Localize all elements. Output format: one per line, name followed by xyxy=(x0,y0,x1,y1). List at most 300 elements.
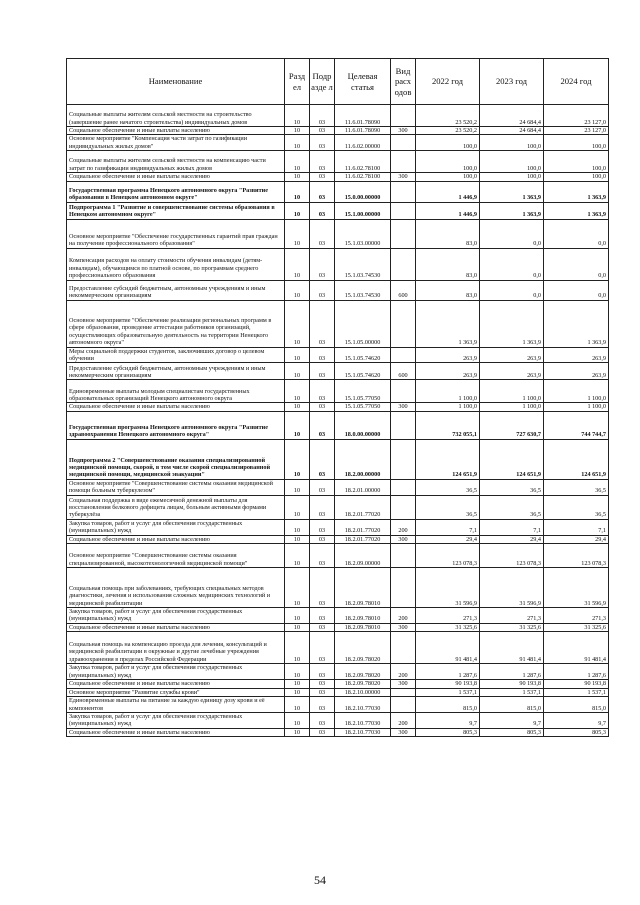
row-2023: 36,5 xyxy=(480,495,544,519)
row-2022: 815,0 xyxy=(416,696,480,712)
row-vid xyxy=(391,151,416,173)
table-row xyxy=(67,632,609,664)
row-2024: 100,0 xyxy=(544,135,609,151)
row-vid xyxy=(391,380,416,403)
row-2023: 805,3 xyxy=(480,728,544,736)
row-statya: 15.0.00.00000 xyxy=(335,181,391,202)
row-name: Социальная помощь на компенсацию проезда для лечения, консультаций и медицинской реабилитации в окружные и другие лечебные учреждения здравоохранения в пределах Российской Федерации xyxy=(67,632,285,664)
table-row xyxy=(67,380,609,403)
row-vid xyxy=(391,632,416,664)
row-podrazdel: 03 xyxy=(310,479,335,495)
row-podrazdel: 03 xyxy=(310,728,335,736)
row-razdel: 10 xyxy=(285,568,310,608)
row-statya: 11.6.02.78100 xyxy=(335,151,391,173)
row-2022: 1 100,0 xyxy=(416,403,480,411)
row-vid xyxy=(391,568,416,608)
row-statya: 18.2.09.78020 xyxy=(335,680,391,688)
col-header-razdel: Разд ел xyxy=(285,59,310,105)
row-2023: 36,5 xyxy=(480,479,544,495)
row-2023: 7,1 xyxy=(480,519,544,535)
row-2024: 1 100,0 xyxy=(544,403,609,411)
row-2024: 29,4 xyxy=(544,535,609,543)
row-vid: 300 xyxy=(391,728,416,736)
row-razdel: 10 xyxy=(285,519,310,535)
row-2022: 805,3 xyxy=(416,728,480,736)
row-name: Социальное обеспечение и иные выплаты населению xyxy=(67,173,285,181)
row-statya: 18.2.09.78020 xyxy=(335,632,391,664)
table-row xyxy=(67,151,609,173)
row-name: Предоставление субсидий бюджетным, автономным учреждениям и иным некоммерческим организациям xyxy=(67,363,285,380)
row-2024: 744 744,7 xyxy=(544,411,609,439)
row-podrazdel: 03 xyxy=(310,519,335,535)
row-2024: 36,5 xyxy=(544,495,609,519)
row-2024: 36,5 xyxy=(544,479,609,495)
row-2023: 727 630,7 xyxy=(480,411,544,439)
row-podrazdel: 03 xyxy=(310,535,335,543)
row-vid xyxy=(391,439,416,479)
row-statya: 15.1.00.00000 xyxy=(335,202,391,219)
row-podrazdel: 03 xyxy=(310,280,335,300)
row-2022: 23 520,2 xyxy=(416,105,480,127)
row-2023: 263,9 xyxy=(480,347,544,363)
row-2022: 1 363,9 xyxy=(416,300,480,347)
row-statya: 18.2.09.78020 xyxy=(335,664,391,680)
row-name: Подпрограмма 2 "Совершенствование оказания специализированной медицинской помощи, скорой, в том числе скорой специализированной медицинской помощи, медицинской эвакуации" xyxy=(67,439,285,479)
row-statya: 15.1.03.00000 xyxy=(335,219,391,248)
row-2022: 100,0 xyxy=(416,135,480,151)
row-2024: 91 481,4 xyxy=(544,632,609,664)
row-podrazdel: 03 xyxy=(310,712,335,728)
table-row xyxy=(67,608,609,624)
table-row xyxy=(67,181,609,202)
row-statya: 18.2.10.77030 xyxy=(335,728,391,736)
table-row xyxy=(67,127,609,135)
row-statya: 18.2.09.78010 xyxy=(335,608,391,624)
col-header-vid: Вид расх одов xyxy=(391,59,416,105)
row-vid: 600 xyxy=(391,280,416,300)
row-razdel: 10 xyxy=(285,151,310,173)
row-podrazdel: 03 xyxy=(310,173,335,181)
table-row xyxy=(67,403,609,411)
row-razdel: 10 xyxy=(285,696,310,712)
col-header-statya: Целевая статья xyxy=(335,59,391,105)
row-razdel: 10 xyxy=(285,380,310,403)
row-podrazdel: 03 xyxy=(310,181,335,202)
row-statya: 18.2.09.78010 xyxy=(335,623,391,631)
row-statya: 11.6.01.78090 xyxy=(335,127,391,135)
row-2022: 123 078,3 xyxy=(416,544,480,568)
row-name: Закупка товаров, работ и услуг для обеспечения государственных (муниципальных) нужд xyxy=(67,712,285,728)
row-razdel: 10 xyxy=(285,280,310,300)
row-name: Единовременные выплаты молодым специалистам государственных образовательных организаций Ненецкого автономного округа xyxy=(67,380,285,403)
row-2022: 9,7 xyxy=(416,712,480,728)
row-name: Подпрограмма 1 "Развитие и совершенствование системы образования в Ненецком автономном округе" xyxy=(67,202,285,219)
row-podrazdel: 03 xyxy=(310,347,335,363)
row-vid: 200 xyxy=(391,712,416,728)
row-statya: 18.2.00.00000 xyxy=(335,439,391,479)
row-name: Социальное обеспечение и иные выплаты населению xyxy=(67,623,285,631)
row-vid xyxy=(391,219,416,248)
row-name: Единовременные выплаты на питание за каждую единицу дозу крови и её компонентов xyxy=(67,696,285,712)
table-row xyxy=(67,248,609,280)
row-vid xyxy=(391,300,416,347)
row-2022: 29,4 xyxy=(416,535,480,543)
table-row xyxy=(67,105,609,127)
row-2023: 0,0 xyxy=(480,248,544,280)
row-name: Социальное обеспечение и иные выплаты населению xyxy=(67,728,285,736)
row-2023: 124 651,9 xyxy=(480,439,544,479)
row-name: Социальное обеспечение и иные выплаты населению xyxy=(67,535,285,543)
row-vid: 300 xyxy=(391,623,416,631)
table-row xyxy=(67,439,609,479)
row-2023: 31 325,6 xyxy=(480,623,544,631)
row-name: Государственная программа Ненецкого автономного округа "Развитие здравоохранения Ненецкого автономного округа" xyxy=(67,411,285,439)
table-row xyxy=(67,219,609,248)
table-row xyxy=(67,411,609,439)
row-2023: 1 100,0 xyxy=(480,403,544,411)
row-razdel: 10 xyxy=(285,495,310,519)
row-2022: 31 596,9 xyxy=(416,568,480,608)
row-podrazdel: 03 xyxy=(310,495,335,519)
row-2023: 0,0 xyxy=(480,280,544,300)
row-vid xyxy=(391,347,416,363)
row-2023: 815,0 xyxy=(480,696,544,712)
row-2023: 29,4 xyxy=(480,535,544,543)
row-name: Социальная поддержка в виде ежемесячной денежной выплаты для восстановления белкового дефицита лицам, больным активными формами туберкулёза xyxy=(67,495,285,519)
row-2022: 1 537,1 xyxy=(416,688,480,696)
row-statya: 15.1.05.00000 xyxy=(335,300,391,347)
row-podrazdel: 03 xyxy=(310,608,335,624)
row-razdel: 10 xyxy=(285,219,310,248)
row-2024: 1 363,9 xyxy=(544,181,609,202)
row-2022: 7,1 xyxy=(416,519,480,535)
row-statya: 11.6.02.00000 xyxy=(335,135,391,151)
row-podrazdel: 03 xyxy=(310,623,335,631)
table-row xyxy=(67,568,609,608)
row-name: Закупка товаров, работ и услуг для обеспечения государственных (муниципальных) нужд xyxy=(67,664,285,680)
row-statya: 15.1.03.74530 xyxy=(335,248,391,280)
row-statya: 18.2.10.77030 xyxy=(335,696,391,712)
row-2024: 100,0 xyxy=(544,151,609,173)
row-vid: 300 xyxy=(391,127,416,135)
row-podrazdel: 03 xyxy=(310,680,335,688)
row-2023: 1 363,9 xyxy=(480,181,544,202)
row-2024: 263,9 xyxy=(544,363,609,380)
table-row xyxy=(67,300,609,347)
row-razdel: 10 xyxy=(285,728,310,736)
table-row xyxy=(67,728,609,736)
row-podrazdel: 03 xyxy=(310,105,335,127)
row-vid xyxy=(391,495,416,519)
row-2022: 1 287,6 xyxy=(416,664,480,680)
table-row xyxy=(67,664,609,680)
row-vid: 200 xyxy=(391,608,416,624)
row-2024: 1 100,0 xyxy=(544,380,609,403)
row-2024: 263,9 xyxy=(544,347,609,363)
row-name: Основное мероприятие "Обеспечение реализации региональных программ в сфере образования, проведение аттестации работников организаций, осуществляющих образовательную деятельность на территории Ненецкого автономного округа" xyxy=(67,300,285,347)
row-name: Компенсация расходов на оплату стоимости обучения инвалидам (детям-инвалидам), обучающимся по платной основе, по программам среднего профессионального образования xyxy=(67,248,285,280)
row-2023: 31 596,9 xyxy=(480,568,544,608)
row-razdel: 10 xyxy=(285,127,310,135)
row-2023: 100,0 xyxy=(480,151,544,173)
row-2024: 805,3 xyxy=(544,728,609,736)
row-vid xyxy=(391,181,416,202)
row-vid: 300 xyxy=(391,173,416,181)
row-2023: 123 078,3 xyxy=(480,544,544,568)
row-podrazdel: 03 xyxy=(310,696,335,712)
row-2022: 83,0 xyxy=(416,280,480,300)
row-podrazdel: 03 xyxy=(310,544,335,568)
row-statya: 18.2.01.77020 xyxy=(335,519,391,535)
row-podrazdel: 03 xyxy=(310,688,335,696)
row-razdel: 10 xyxy=(285,248,310,280)
table-row xyxy=(67,347,609,363)
row-2024: 0,0 xyxy=(544,248,609,280)
table-row xyxy=(67,535,609,543)
page-number: 54 xyxy=(314,873,326,887)
row-razdel: 10 xyxy=(285,105,310,127)
row-razdel: 10 xyxy=(285,363,310,380)
table-row xyxy=(67,696,609,712)
row-name: Основное мероприятие "Совершенствование системы оказания специализированной, высокотехнологичной медицинской помощи" xyxy=(67,544,285,568)
row-statya: 15.1.05.74620 xyxy=(335,363,391,380)
row-2022: 90 193,8 xyxy=(416,680,480,688)
row-name: Социальное обеспечение и иные выплаты населению xyxy=(67,680,285,688)
row-podrazdel: 03 xyxy=(310,380,335,403)
row-podrazdel: 03 xyxy=(310,202,335,219)
table-row xyxy=(67,280,609,300)
table-row xyxy=(67,479,609,495)
row-2023: 271,3 xyxy=(480,608,544,624)
row-2024: 1 287,6 xyxy=(544,664,609,680)
row-2022: 31 325,6 xyxy=(416,623,480,631)
row-2022: 1 100,0 xyxy=(416,380,480,403)
row-2023: 91 481,4 xyxy=(480,632,544,664)
row-2022: 100,0 xyxy=(416,173,480,181)
row-vid xyxy=(391,248,416,280)
row-podrazdel: 03 xyxy=(310,403,335,411)
row-podrazdel: 03 xyxy=(310,135,335,151)
row-statya: 18.2.09.78010 xyxy=(335,568,391,608)
row-2022: 732 055,1 xyxy=(416,411,480,439)
row-2022: 263,9 xyxy=(416,347,480,363)
row-vid: 200 xyxy=(391,664,416,680)
col-header-2024: 2024 год xyxy=(544,59,609,105)
row-podrazdel: 03 xyxy=(310,664,335,680)
row-razdel: 10 xyxy=(285,632,310,664)
row-name: Социальные выплаты жителям сельской местности на компенсацию части затрат по газификации индивидуальных жилых домов xyxy=(67,151,285,173)
row-podrazdel: 03 xyxy=(310,219,335,248)
row-razdel: 10 xyxy=(285,608,310,624)
table-row xyxy=(67,173,609,181)
row-vid: 300 xyxy=(391,535,416,543)
row-2022: 271,3 xyxy=(416,608,480,624)
row-statya: 18.2.09.00000 xyxy=(335,544,391,568)
col-header-name: Наименование xyxy=(67,59,285,105)
col-header-podrazdel: Подр азде л xyxy=(310,59,335,105)
row-razdel: 10 xyxy=(285,544,310,568)
row-2024: 23 127,0 xyxy=(544,127,609,135)
row-name: Государственная программа Ненецкого автономного округа "Развитие образования в Ненецком автономном округе" xyxy=(67,181,285,202)
row-2022: 124 651,9 xyxy=(416,439,480,479)
row-razdel: 10 xyxy=(285,135,310,151)
row-2022: 23 520,2 xyxy=(416,127,480,135)
row-vid: 300 xyxy=(391,403,416,411)
row-name: Меры социальной поддержки студентов, заключивших договор о целевом обучении xyxy=(67,347,285,363)
row-podrazdel: 03 xyxy=(310,151,335,173)
row-vid: 600 xyxy=(391,363,416,380)
row-name: Закупка товаров, работ и услуг для обеспечения государственных (муниципальных) нужд xyxy=(67,608,285,624)
row-vid xyxy=(391,135,416,151)
table-row xyxy=(67,544,609,568)
row-statya: 15.1.05.77050 xyxy=(335,403,391,411)
row-statya: 18.0.00.00000 xyxy=(335,411,391,439)
row-razdel: 10 xyxy=(285,300,310,347)
row-statya: 15.1.05.77050 xyxy=(335,380,391,403)
row-vid: 200 xyxy=(391,519,416,535)
row-2024: 0,0 xyxy=(544,219,609,248)
col-header-2022: 2022 год xyxy=(416,59,480,105)
row-name: Социальное обеспечение и иные выплаты населению xyxy=(67,403,285,411)
row-2022: 100,0 xyxy=(416,151,480,173)
row-2022: 91 481,4 xyxy=(416,632,480,664)
row-2023: 263,9 xyxy=(480,363,544,380)
row-2022: 1 446,9 xyxy=(416,181,480,202)
table-row xyxy=(67,202,609,219)
row-vid xyxy=(391,688,416,696)
budget-table xyxy=(66,58,609,737)
row-2023: 1 287,6 xyxy=(480,664,544,680)
row-razdel: 10 xyxy=(285,664,310,680)
row-2023: 1 363,9 xyxy=(480,300,544,347)
row-2024: 31 325,6 xyxy=(544,623,609,631)
row-razdel: 10 xyxy=(285,181,310,202)
row-podrazdel: 03 xyxy=(310,568,335,608)
row-razdel: 10 xyxy=(285,347,310,363)
row-2023: 100,0 xyxy=(480,173,544,181)
row-vid xyxy=(391,202,416,219)
row-2024: 90 193,8 xyxy=(544,680,609,688)
row-2023: 24 684,4 xyxy=(480,105,544,127)
row-2024: 1 537,1 xyxy=(544,688,609,696)
row-podrazdel: 03 xyxy=(310,300,335,347)
row-vid: 300 xyxy=(391,680,416,688)
row-razdel: 10 xyxy=(285,439,310,479)
row-razdel: 10 xyxy=(285,535,310,543)
row-razdel: 10 xyxy=(285,403,310,411)
row-statya: 15.1.05.74620 xyxy=(335,347,391,363)
row-2023: 9,7 xyxy=(480,712,544,728)
row-2024: 100,0 xyxy=(544,173,609,181)
row-2022: 36,5 xyxy=(416,495,480,519)
row-2024: 31 596,9 xyxy=(544,568,609,608)
row-razdel: 10 xyxy=(285,202,310,219)
row-razdel: 10 xyxy=(285,411,310,439)
row-2022: 83,0 xyxy=(416,248,480,280)
row-2022: 83,0 xyxy=(416,219,480,248)
row-podrazdel: 03 xyxy=(310,411,335,439)
row-podrazdel: 03 xyxy=(310,632,335,664)
row-statya: 11.6.02.78100 xyxy=(335,173,391,181)
row-podrazdel: 03 xyxy=(310,363,335,380)
col-header-2023: 2023 год xyxy=(480,59,544,105)
row-statya: 18.2.01.00000 xyxy=(335,479,391,495)
row-name: Основное мероприятие "Компенсация части затрат по газификации индивидуальных жилых домов" xyxy=(67,135,285,151)
row-name: Социальное обеспечение и иные выплаты населению xyxy=(67,127,285,135)
row-razdel: 10 xyxy=(285,623,310,631)
table-row xyxy=(67,688,609,696)
row-vid xyxy=(391,696,416,712)
row-name: Основное мероприятие "Развитие службы крови" xyxy=(67,688,285,696)
row-name: Основное мероприятие "Обеспечение государственных гарантий прав граждан на получение профессионального образования" xyxy=(67,219,285,248)
table-row xyxy=(67,135,609,151)
row-2024: 1 363,9 xyxy=(544,202,609,219)
row-razdel: 10 xyxy=(285,680,310,688)
row-2024: 1 363,9 xyxy=(544,300,609,347)
row-statya: 15.1.03.74530 xyxy=(335,280,391,300)
row-vid xyxy=(391,544,416,568)
table-row xyxy=(67,363,609,380)
row-razdel: 10 xyxy=(285,688,310,696)
row-2023: 24 684,4 xyxy=(480,127,544,135)
table-row xyxy=(67,519,609,535)
row-vid xyxy=(391,411,416,439)
row-2024: 271,3 xyxy=(544,608,609,624)
row-2023: 1 537,1 xyxy=(480,688,544,696)
row-2024: 0,0 xyxy=(544,280,609,300)
row-name: Закупка товаров, работ и услуг для обеспечения государственных (муниципальных) нужд xyxy=(67,519,285,535)
row-2024: 7,1 xyxy=(544,519,609,535)
row-2023: 1 363,9 xyxy=(480,202,544,219)
row-statya: 18.2.10.00000 xyxy=(335,688,391,696)
row-razdel: 10 xyxy=(285,479,310,495)
budget-table-sheet xyxy=(66,58,608,737)
row-2023: 100,0 xyxy=(480,135,544,151)
row-statya: 18.2.01.77020 xyxy=(335,495,391,519)
row-2023: 1 100,0 xyxy=(480,380,544,403)
row-2024: 123 078,3 xyxy=(544,544,609,568)
row-name: Социальные выплаты жителям сельской местности на строительство (завершение ранее начатого строительства) индивидуальных домов xyxy=(67,105,285,127)
row-2022: 263,9 xyxy=(416,363,480,380)
row-statya: 11.6.01.78090 xyxy=(335,105,391,127)
table-body xyxy=(67,105,609,737)
row-name: Основное мероприятие "Совершенствование системы оказания медицинской помощи больным туберкулезом" xyxy=(67,479,285,495)
row-statya: 18.2.10.77030 xyxy=(335,712,391,728)
row-name: Социальная помощь при заболеваниях, требующих специальных методов диагностики, лечения и использования сложных медицинских технологий и медицинской реабилитации xyxy=(67,568,285,608)
row-razdel: 10 xyxy=(285,712,310,728)
row-podrazdel: 03 xyxy=(310,439,335,479)
table-row xyxy=(67,495,609,519)
row-statya: 18.2.01.77020 xyxy=(335,535,391,543)
row-podrazdel: 03 xyxy=(310,248,335,280)
row-podrazdel: 03 xyxy=(310,127,335,135)
row-2022: 1 446,9 xyxy=(416,202,480,219)
table-row xyxy=(67,680,609,688)
table-row xyxy=(67,623,609,631)
row-2024: 815,0 xyxy=(544,696,609,712)
row-name: Предоставление субсидий бюджетным, автономным учреждениям и иным некоммерческим организациям xyxy=(67,280,285,300)
table-row xyxy=(67,712,609,728)
table-header-row xyxy=(67,59,609,105)
row-razdel: 10 xyxy=(285,173,310,181)
row-vid xyxy=(391,105,416,127)
row-2023: 0,0 xyxy=(480,219,544,248)
row-vid xyxy=(391,479,416,495)
row-2022: 36,5 xyxy=(416,479,480,495)
row-2024: 124 651,9 xyxy=(544,439,609,479)
row-2024: 9,7 xyxy=(544,712,609,728)
row-2023: 90 193,8 xyxy=(480,680,544,688)
